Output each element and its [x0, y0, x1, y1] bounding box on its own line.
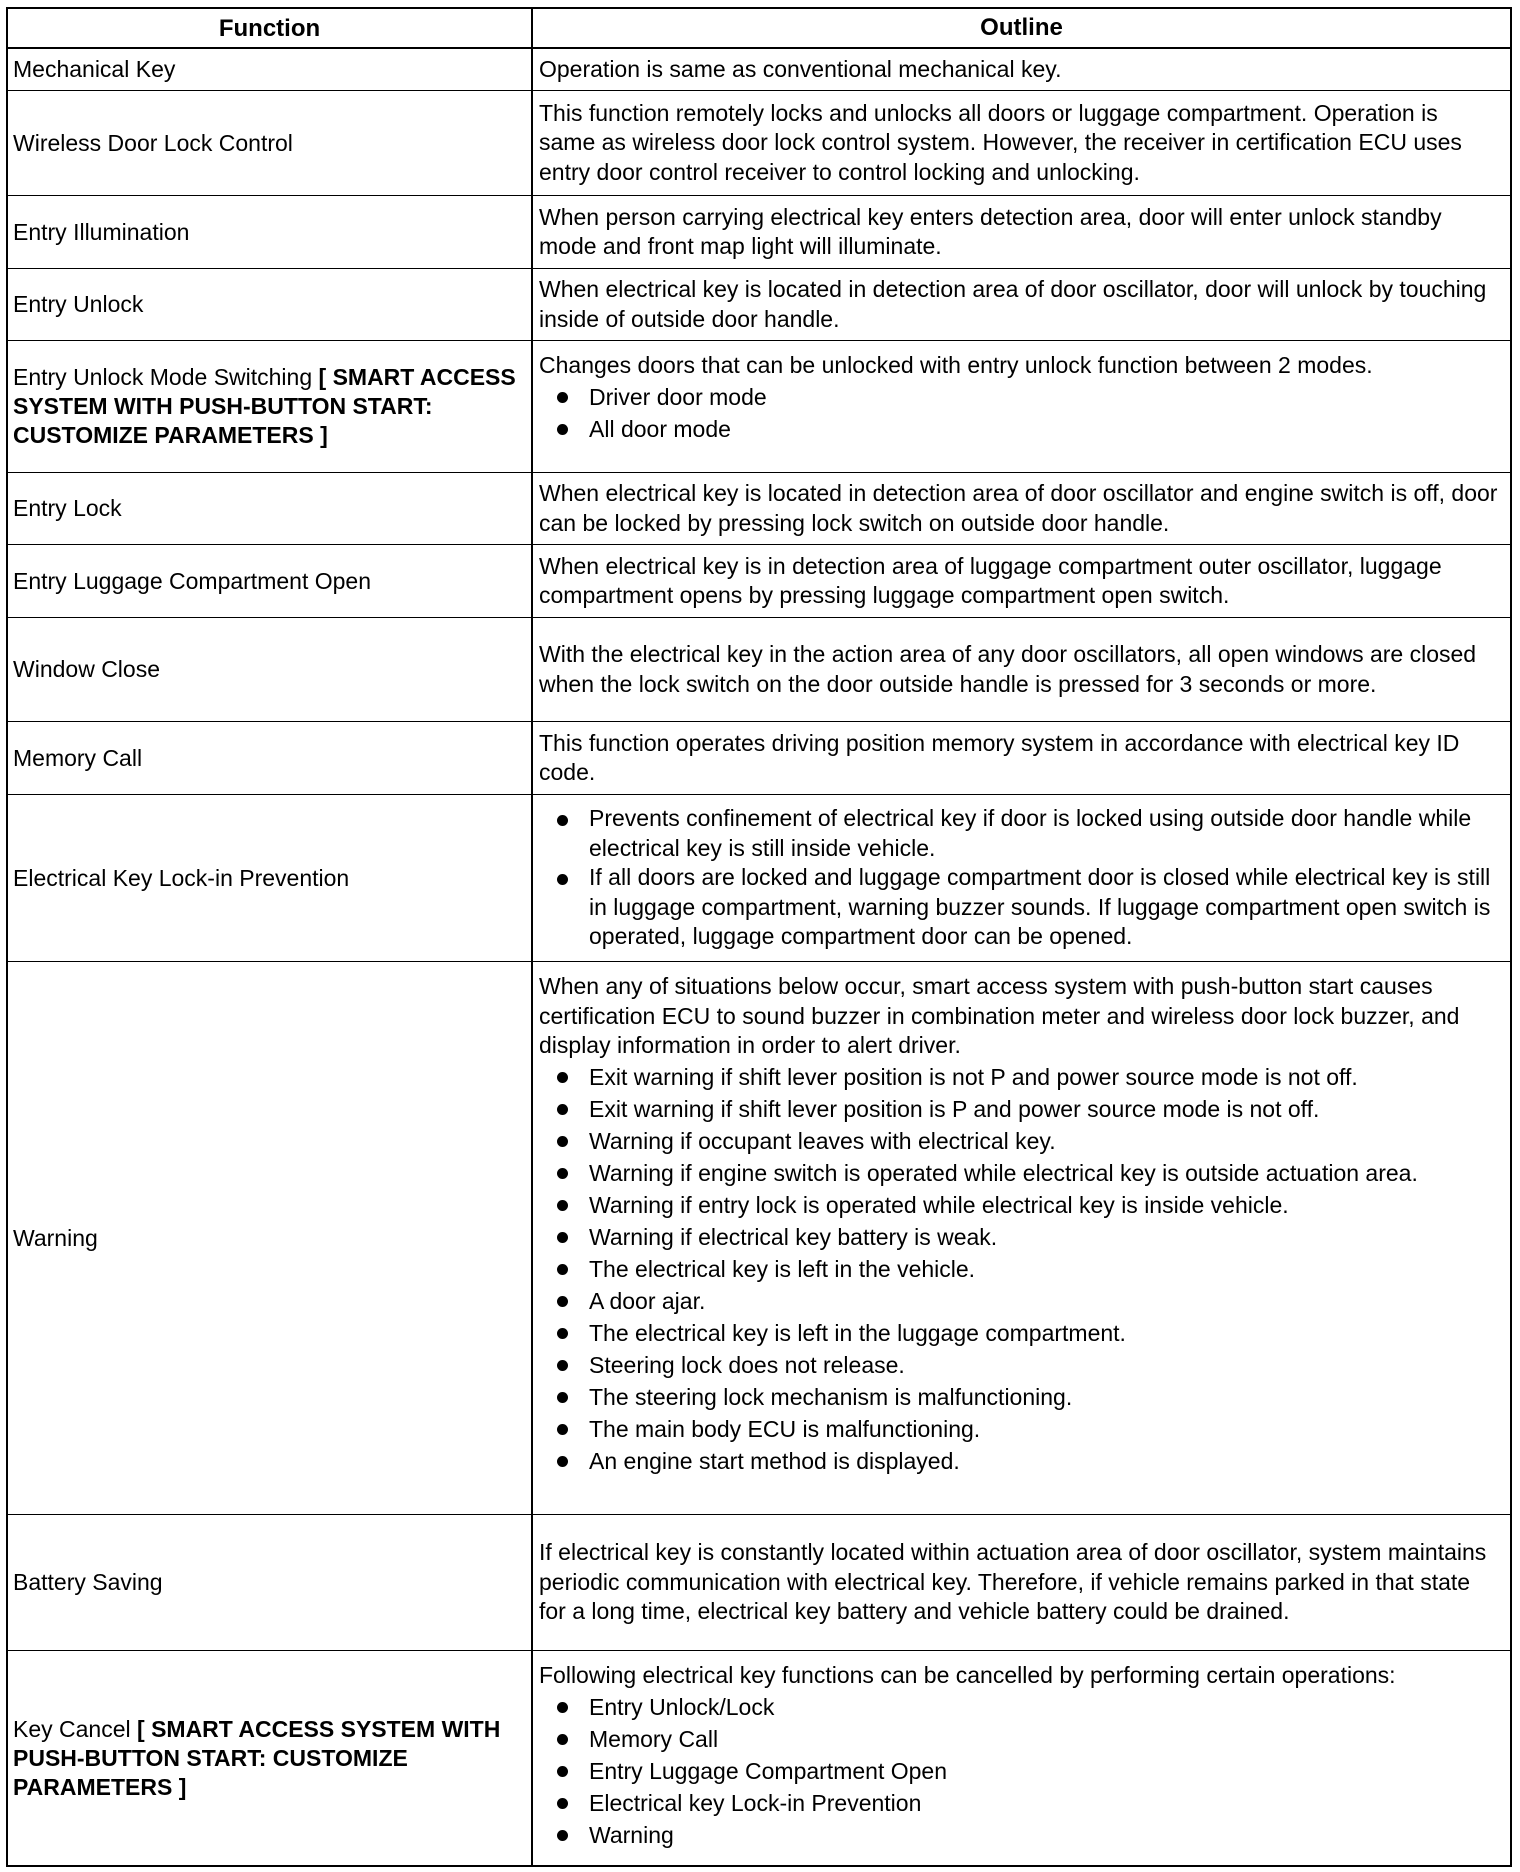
list-item: Entry Luggage Compartment Open: [539, 1755, 1500, 1787]
outline-text: When electrical key is located in detection area of door oscillator and engine switch is off, door can be locked by pressing lock switch on outside door handle.: [539, 480, 1498, 536]
function-cell: [8, 618, 533, 721]
list-item: Warning if electrical key battery is weak.: [539, 1221, 1500, 1253]
list-item: Memory Call: [539, 1723, 1500, 1755]
function-name: Entry Lock: [13, 495, 122, 521]
table-row: [8, 1515, 1510, 1651]
list-item: The main body ECU is malfunctioning.: [539, 1413, 1500, 1445]
list-item: Steering lock does not release.: [539, 1349, 1500, 1381]
list-item: Electrical key Lock-in Prevention: [539, 1787, 1500, 1819]
outline-text: This function remotely locks and unlocks all doors or luggage compartment. Operation is same as wireless door lock control system. However, the receiver in certification ECU uses entry door control receiver to control locking and unlocking.: [539, 99, 1462, 185]
outline-text: When person carrying electrical key enters detection area, door will enter unlock standby mode and front map light will illuminate.: [539, 203, 1442, 259]
outline-text: Operation is same as conventional mechanical key.: [539, 55, 1062, 82]
table-row: [8, 49, 1510, 91]
function-cell: [8, 962, 533, 1514]
list-item: Warning if occupant leaves with electrical key.: [539, 1125, 1500, 1157]
function-cell: [8, 269, 533, 340]
table-row: [8, 269, 1510, 341]
list-item: Warning: [539, 1819, 1500, 1851]
function-name: Battery Saving: [13, 1569, 163, 1595]
outline-cell: [533, 545, 1510, 617]
outline-cell: [533, 196, 1510, 268]
function-cell: [8, 49, 533, 90]
list-item: Exit warning if shift lever position is not P and power source mode is not off.: [539, 1061, 1500, 1093]
list-item: Entry Unlock/Lock: [539, 1691, 1500, 1723]
function-cell: [8, 1651, 533, 1865]
header-function: Function: [8, 9, 533, 47]
function-name: Mechanical Key: [13, 56, 176, 82]
outline-text: Changes doors that can be unlocked with entry unlock function between 2 modes.: [539, 352, 1373, 378]
function-name: Entry Illumination: [13, 218, 190, 245]
function-name: Window Close: [13, 656, 160, 682]
outline-text: This function operates driving position memory system in accordance with electrical key ID code.: [539, 729, 1460, 785]
function-name: Entry Luggage Compartment Open: [13, 567, 371, 594]
table-row: [8, 91, 1510, 196]
outline-cell: [533, 618, 1510, 721]
function-name: Key Cancel: [13, 1715, 131, 1742]
customize-parameters-link[interactable]: [ SMART ACCESS SYSTEM WITH PUSH-BUTTON START: CUSTOMIZE PARAMETERS ]: [13, 1715, 501, 1800]
outline-text: When any of situations below occur, smart access system with push-button start causes certification ECU to sound buzzer in combination meter and wireless door lock buzzer, and display information in order to alert driver.: [539, 973, 1460, 1058]
bullet-list: [539, 1691, 1500, 1851]
function-cell: [8, 545, 533, 617]
table-row: [8, 618, 1510, 722]
list-item: An engine start method is displayed.: [539, 1445, 1500, 1477]
outline-text: When electrical key is in detection area of luggage compartment outer oscillator, luggage compartment opens by pressing luggage compartment open switch.: [539, 552, 1442, 608]
table-row: [8, 1651, 1510, 1865]
table-row: [8, 341, 1510, 473]
function-name: Entry Unlock Mode Switching: [13, 364, 313, 390]
outline-text: With the electrical key in the action area of any door oscillators, all open windows are closed when the lock switch on the door outside handle is pressed for 3 seconds or more.: [539, 641, 1477, 697]
outline-cell: [533, 1651, 1510, 1865]
list-item: Warning if entry lock is operated while electrical key is inside vehicle.: [539, 1189, 1500, 1221]
outline-cell: [533, 722, 1510, 794]
table-header: [8, 9, 1510, 49]
customize-parameters-link[interactable]: [ SMART ACCESS SYSTEM WITH PUSH-BUTTON START: CUSTOMIZE PARAMETERS ]: [13, 364, 516, 448]
outline-cell: [533, 1515, 1510, 1650]
function-name: Warning: [13, 1224, 98, 1251]
table-row: [8, 795, 1510, 962]
function-cell: [8, 795, 533, 961]
function-name: Entry Unlock: [13, 291, 144, 317]
list-item: The electrical key is left in the luggage compartment.: [539, 1317, 1500, 1349]
bullet-list: [539, 1061, 1500, 1477]
function-outline-table: [6, 7, 1512, 1867]
function-cell: [8, 1515, 533, 1650]
function-cell: [8, 91, 533, 195]
header-outline: Outline: [980, 14, 1063, 42]
function-name: Memory Call: [13, 744, 143, 771]
outline-cell: [533, 269, 1510, 340]
outline-cell: [533, 473, 1510, 544]
bullet-list: [539, 381, 1500, 445]
function-name-block: [13, 1715, 525, 1802]
outline-cell: [533, 962, 1510, 1514]
list-item: The steering lock mechanism is malfunctioning.: [539, 1381, 1500, 1413]
table-row: [8, 196, 1510, 269]
outline-text: When electrical key is located in detection area of door oscillator, door will unlock by touching inside of outside door handle.: [539, 276, 1487, 332]
list-item: Warning if engine switch is operated while electrical key is outside actuation area.: [539, 1157, 1500, 1189]
list-item: If all doors are locked and luggage compartment door is closed while electrical key is still in luggage compartment, warning buzzer sounds. If luggage compartment open switch is operated, luggage compartment door can be opened.: [539, 863, 1500, 952]
outline-text: If electrical key is constantly located within actuation area of door oscillator, system maintains periodic communication with electrical key. Therefore, if vehicle remains parked in that state for a long time, electrical key battery and vehicle battery could be drained.: [539, 1539, 1487, 1625]
list-item: The electrical key is left in the vehicle.: [539, 1253, 1500, 1285]
bullet-list: [539, 804, 1500, 952]
outline-cell: [533, 795, 1510, 961]
outline-text: Following electrical key functions can be cancelled by performing certain operations:: [539, 1662, 1396, 1688]
function-name-block: [13, 363, 525, 450]
table-row: [8, 962, 1510, 1515]
function-cell: [8, 722, 533, 794]
list-item: All door mode: [539, 413, 1500, 445]
list-item: Exit warning if shift lever position is P and power source mode is not off.: [539, 1093, 1500, 1125]
list-item: A door ajar.: [539, 1285, 1500, 1317]
function-cell: [8, 341, 533, 472]
table-row: [8, 722, 1510, 795]
list-item: Driver door mode: [539, 381, 1500, 413]
table-row: [8, 473, 1510, 545]
table-row: [8, 545, 1510, 618]
function-name: Wireless Door Lock Control: [13, 129, 293, 156]
function-name: Electrical Key Lock-in Prevention: [13, 864, 350, 891]
list-item: Prevents confinement of electrical key if door is locked using outside door handle while electrical key is still inside vehicle.: [539, 804, 1500, 863]
function-cell: [8, 473, 533, 544]
outline-cell: [533, 49, 1510, 90]
outline-cell: [533, 341, 1510, 472]
outline-cell: [533, 91, 1510, 195]
function-cell: [8, 196, 533, 268]
